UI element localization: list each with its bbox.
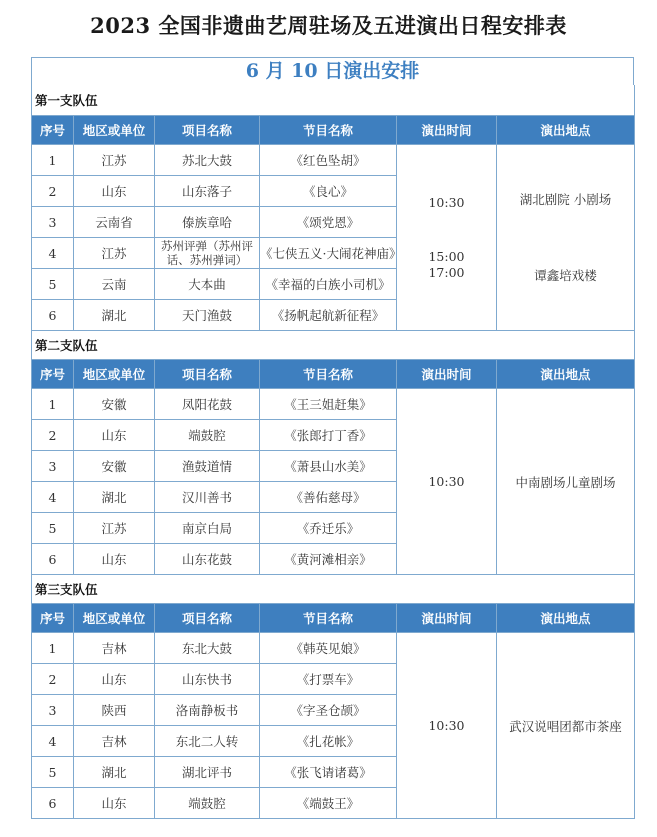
time-spacer <box>397 211 496 249</box>
column-header-0: 序号 <box>32 604 74 633</box>
team-name: 第二支队伍 <box>32 331 635 360</box>
row-number: 6 <box>32 788 74 819</box>
row-program: 《红色坠胡》 <box>260 145 397 176</box>
row-project: 苏北大鼓 <box>155 145 260 176</box>
column-header-row <box>32 604 635 633</box>
column-header-5: 演出地点 <box>497 116 635 145</box>
row-project: 南京白局 <box>155 513 260 544</box>
row-project: 端鼓腔 <box>155 420 260 451</box>
schedule-body <box>32 85 635 819</box>
row-region: 山东 <box>74 788 155 819</box>
venue-afternoon: 谭鑫培戏楼 <box>534 267 597 283</box>
table-row <box>32 633 635 664</box>
row-project: 山东落子 <box>155 176 260 207</box>
row-program: 《善佑慈母》 <box>260 482 397 513</box>
row-region: 吉林 <box>74 633 155 664</box>
row-project: 湖北评书 <box>155 757 260 788</box>
row-program: 《萧县山水美》 <box>260 451 397 482</box>
row-number: 4 <box>32 482 74 513</box>
team-label-row <box>32 85 635 116</box>
performance-time: 10:30 <box>397 633 497 819</box>
row-program: 《乔迁乐》 <box>260 513 397 544</box>
schedule-table <box>31 85 635 819</box>
row-number: 6 <box>32 544 74 575</box>
time-afternoon-start: 15:00 <box>428 248 465 264</box>
row-program: 《扬帆起航新征程》 <box>260 300 397 331</box>
row-number: 4 <box>32 726 74 757</box>
row-program: 《张飞请诸葛》 <box>260 757 397 788</box>
row-program: 《端鼓王》 <box>260 788 397 819</box>
column-header-1: 地区或单位 <box>74 604 155 633</box>
column-header-0: 序号 <box>32 116 74 145</box>
row-number: 1 <box>32 633 74 664</box>
column-header-1: 地区或单位 <box>74 360 155 389</box>
row-region: 湖北 <box>74 300 155 331</box>
row-region: 云南 <box>74 269 155 300</box>
column-header-2: 项目名称 <box>155 604 260 633</box>
row-number: 3 <box>32 207 74 238</box>
performance-time: 10:30 <box>397 389 497 575</box>
row-program: 《张郎打丁香》 <box>260 420 397 451</box>
row-region: 江苏 <box>74 513 155 544</box>
row-project: 东北二人转 <box>155 726 260 757</box>
venue-spacer <box>497 208 634 268</box>
row-project: 山东快书 <box>155 664 260 695</box>
column-header-4: 演出时间 <box>397 604 497 633</box>
row-region: 江苏 <box>74 145 155 176</box>
table-row <box>32 145 635 176</box>
time-morning: 10:30 <box>428 194 465 210</box>
column-header-5: 演出地点 <box>497 604 635 633</box>
column-header-3: 节目名称 <box>260 360 397 389</box>
row-program: 《打票车》 <box>260 664 397 695</box>
venue-morning: 湖北剧院 小剧场 <box>519 191 612 207</box>
row-number: 3 <box>32 695 74 726</box>
column-header-4: 演出时间 <box>397 360 497 389</box>
row-program: 《颂党恩》 <box>260 207 397 238</box>
performance-venue <box>497 145 635 331</box>
performance-venue: 武汉说唱团都市茶座 <box>497 633 635 819</box>
table-row <box>32 389 635 420</box>
team-label-row <box>32 575 635 604</box>
row-number: 2 <box>32 176 74 207</box>
row-number: 5 <box>32 513 74 544</box>
row-region: 湖北 <box>74 482 155 513</box>
row-project: 凤阳花鼓 <box>155 389 260 420</box>
row-program: 《扎花帐》 <box>260 726 397 757</box>
column-header-3: 节目名称 <box>260 604 397 633</box>
row-project: 大本曲 <box>155 269 260 300</box>
column-header-1: 地区或单位 <box>74 116 155 145</box>
row-region: 安徽 <box>74 451 155 482</box>
row-project: 渔鼓道情 <box>155 451 260 482</box>
column-header-0: 序号 <box>32 360 74 389</box>
row-number: 2 <box>32 420 74 451</box>
row-project: 山东花鼓 <box>155 544 260 575</box>
row-program: 《良心》 <box>260 176 397 207</box>
row-program: 《幸福的白族小司机》 <box>260 269 397 300</box>
row-number: 4 <box>32 238 74 269</box>
row-number: 1 <box>32 145 74 176</box>
row-program: 《王三姐赶集》 <box>260 389 397 420</box>
row-program: 《字圣仓颉》 <box>260 695 397 726</box>
row-program: 《七侠五义·大闹花神庙》 <box>260 238 397 269</box>
column-header-5: 演出地点 <box>497 360 635 389</box>
team-name: 第一支队伍 <box>32 85 635 116</box>
day-title: 6 月 10 日演出安排 <box>31 57 634 85</box>
team-name: 第三支队伍 <box>32 575 635 604</box>
row-region: 安徽 <box>74 389 155 420</box>
row-program: 《黄河滩相亲》 <box>260 544 397 575</box>
row-number: 5 <box>32 269 74 300</box>
column-header-row <box>32 116 635 145</box>
column-header-row <box>32 360 635 389</box>
schedule-frame <box>31 57 634 819</box>
column-header-2: 项目名称 <box>155 360 260 389</box>
row-region: 陕西 <box>74 695 155 726</box>
column-header-4: 演出时间 <box>397 116 497 145</box>
row-region: 山东 <box>74 544 155 575</box>
performance-venue: 中南剧场儿童剧场 <box>497 389 635 575</box>
column-header-3: 节目名称 <box>260 116 397 145</box>
row-project: 洛南静板书 <box>155 695 260 726</box>
team-label-row <box>32 331 635 360</box>
row-project: 天门渔鼓 <box>155 300 260 331</box>
row-number: 5 <box>32 757 74 788</box>
performance-time <box>397 145 497 331</box>
row-number: 3 <box>32 451 74 482</box>
row-region: 江苏 <box>74 238 155 269</box>
row-region: 吉林 <box>74 726 155 757</box>
row-region: 山东 <box>74 664 155 695</box>
row-region: 山东 <box>74 420 155 451</box>
row-number: 2 <box>32 664 74 695</box>
row-region: 山东 <box>74 176 155 207</box>
row-project: 东北大鼓 <box>155 633 260 664</box>
row-region: 湖北 <box>74 757 155 788</box>
row-project: 苏州评弹（苏州评话、苏州弹词） <box>155 238 260 269</box>
page-title: 2023 全国非遗曲艺周驻场及五进演出日程安排表 <box>90 13 567 38</box>
row-project: 汉川善书 <box>155 482 260 513</box>
row-project: 端鼓腔 <box>155 788 260 819</box>
row-number: 1 <box>32 389 74 420</box>
column-header-2: 项目名称 <box>155 116 260 145</box>
time-afternoon-end: 17:00 <box>428 264 465 280</box>
row-number: 6 <box>32 300 74 331</box>
row-project: 傣族章哈 <box>155 207 260 238</box>
row-region: 云南省 <box>74 207 155 238</box>
row-program: 《韩英见娘》 <box>260 633 397 664</box>
